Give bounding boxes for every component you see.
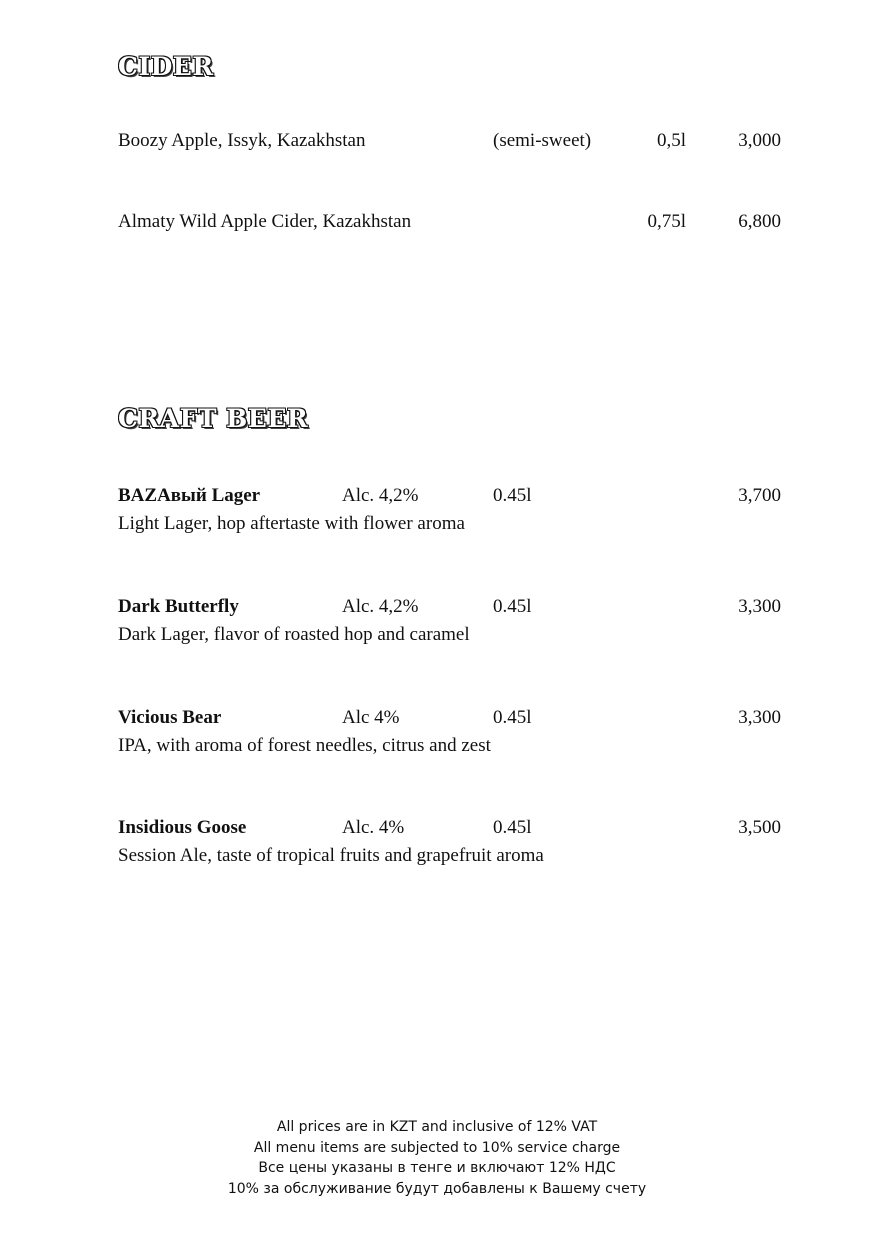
beer-item-price: 3,500 (738, 817, 781, 838)
beer-item (118, 815, 781, 841)
cider-item-price: 3,000 (738, 130, 781, 151)
beer-item-name: Vicious Bear (118, 707, 222, 728)
beer-item-description: Light Lager, hop aftertaste with flower aroma (118, 513, 465, 534)
beer-item-price: 3,300 (738, 707, 781, 728)
beer-item-name: Insidious Goose (118, 817, 247, 838)
beer-item-volume: 0.45l (493, 707, 532, 728)
beer-item-price: 3,700 (738, 485, 781, 506)
cider-section-title: CIDER (118, 52, 214, 81)
beer-item-name: BAZAвый Lager (118, 485, 261, 506)
cider-item-price: 6,800 (738, 211, 781, 232)
footer-line: All menu items are subjected to 10% service charge (253, 1139, 621, 1156)
cider-item (118, 128, 781, 154)
beer-item-alcohol: Alc 4% (342, 707, 400, 728)
cider-item-name: Almaty Wild Apple Cider, Kazakhstan (118, 211, 412, 232)
pricing-footer (0, 1117, 874, 1199)
beer-item-description: IPA, with aroma of forest needles, citrus and zest (118, 735, 491, 756)
beer-item-description: Dark Lager, flavor of roasted hop and caramel (118, 624, 470, 645)
beer-item (118, 705, 781, 731)
beer-item-name: Dark Butterfly (118, 596, 239, 617)
beer-item (118, 594, 781, 620)
footer-line: Все цены указаны в тенге и включают 12% НДС (258, 1160, 616, 1176)
beer-item-alcohol: Alc. 4,2% (342, 485, 419, 506)
beer-item-alcohol: Alc. 4% (342, 817, 405, 838)
cider-item-volume: 0,5l (656, 130, 686, 151)
cider-item (118, 209, 781, 235)
beer-item (118, 483, 781, 509)
footer-line: 10% за обслуживание будут добавлены к Вашему счету (227, 1180, 647, 1197)
beer-item-volume: 0.45l (493, 485, 532, 506)
beer-item-price: 3,300 (738, 596, 781, 617)
beer-item-volume: 0.45l (493, 596, 532, 617)
craft-beer-section-title: CRAFT BEER (118, 404, 309, 433)
beer-item-alcohol: Alc. 4,2% (342, 596, 419, 617)
beer-item-description: Session Ale, taste of tropical fruits and grapefruit aroma (118, 845, 544, 866)
footer-line: All prices are in KZT and inclusive of 12% VAT (276, 1119, 598, 1135)
cider-item-note: (semi-sweet) (493, 130, 592, 151)
cider-item-name: Boozy Apple, Issyk, Kazakhstan (118, 130, 366, 151)
cider-item-volume: 0,75l (647, 211, 686, 232)
beer-item-volume: 0.45l (493, 817, 532, 838)
